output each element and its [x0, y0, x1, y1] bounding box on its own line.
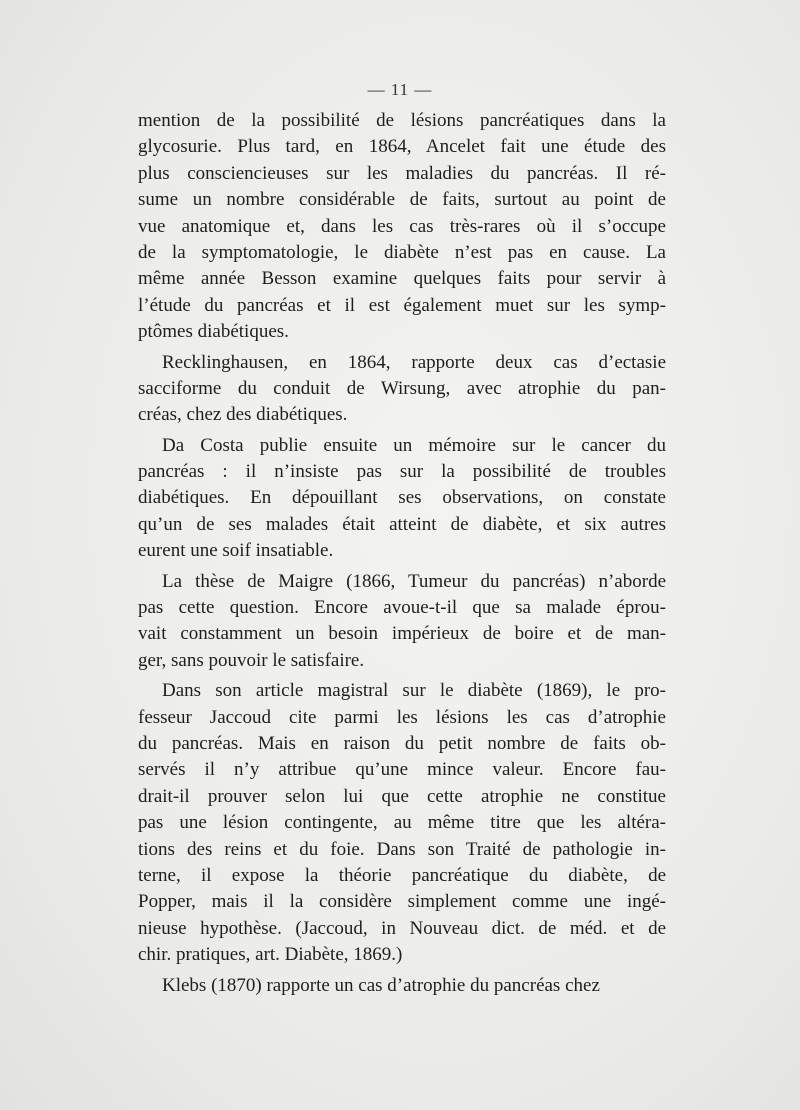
text-line: créas, chez des diabétiques.	[138, 404, 348, 426]
text-line: Da Costa publie ensuite un mémoire sur le cancer du	[162, 434, 666, 456]
paragraph	[138, 350, 666, 429]
text-line: sacciforme du conduit de Wirsung, avec atrophie du pan-	[138, 377, 666, 399]
text-line: diabétiques. En dépouillant ses observations, on constate	[138, 487, 666, 509]
paragraph	[138, 973, 666, 999]
text-line: vue anatomique et, dans les cas très-rares où il s’occupe	[138, 215, 666, 237]
text-line: ger, sans pouvoir le satisfaire.	[138, 649, 365, 671]
text-line: pas cette question. Encore avoue-t-il que sa malade éprou-	[138, 597, 666, 619]
text-line: fesseur Jaccoud cite parmi les lésions les cas d’atrophie	[138, 706, 666, 728]
text-line: même année Besson examine quelques faits pour servir à	[138, 268, 666, 290]
text-line: Dans son article magistral sur le diabète (1869), le pro-	[162, 680, 666, 702]
text-line: ptômes diabétiques.	[138, 321, 289, 343]
text-line: chir. pratiques, art. Diabète, 1869.)	[138, 944, 403, 966]
text-line: glycosurie. Plus tard, en 1864, Ancelet fait une étude des	[138, 136, 666, 158]
page-number: — 11 —	[367, 80, 433, 99]
text-line: plus consciencieuses sur les maladies du pancréas. Il ré-	[138, 162, 666, 184]
text-line: sume un nombre considérable de faits, surtout au point de	[138, 189, 666, 211]
paragraph	[138, 108, 666, 346]
text-line: Recklinghausen, en 1864, rapporte deux cas d’ectasie	[162, 351, 666, 373]
text-line: pancréas : il n’insiste pas sur la possibilité de troubles	[138, 461, 666, 483]
text-line: qu’un de ses malades était atteint de diabète, et six autres	[138, 513, 666, 535]
text-line: mention de la possibilité de lésions pancréatiques dans la	[138, 110, 666, 131]
paragraph	[138, 569, 666, 675]
text-line: servés il n’y attribue qu’une mince valeur. Encore fau-	[138, 759, 666, 781]
text-line: La thèse de Maigre (1866, Tumeur du pancréas) n’aborde	[162, 570, 666, 592]
text-line: Klebs (1870) rapporte un cas d’atrophie du pancréas chez	[162, 974, 600, 996]
text-line: nieuse hypothèse. (Jaccoud, in Nouveau dict. de méd. et de	[138, 917, 666, 939]
text-line: terne, il expose la théorie pancréatique du diabète, de	[138, 864, 666, 886]
text-line: du pancréas. Mais en raison du petit nombre de faits ob-	[138, 732, 666, 754]
text-line: l’étude du pancréas et il est également muet sur les symp-	[138, 294, 666, 316]
paragraph	[138, 678, 666, 968]
text-line: pas une lésion contingente, au même titre que les altéra-	[138, 812, 666, 834]
text-line: drait-il prouver selon lui que cette atrophie ne constitue	[138, 785, 666, 807]
body-text	[138, 108, 666, 999]
text-line: de la symptomatologie, le diabète n’est pas en cause. La	[138, 241, 666, 263]
text-line: eurent une soif insatiable.	[138, 540, 334, 562]
text-line: Popper, mais il la considère simplement comme une ingé-	[138, 891, 666, 913]
text-line: tions des reins et du foie. Dans son Traité de pathologie in-	[138, 838, 666, 860]
text-line: vait constamment un besoin impérieux de boire et de man-	[138, 623, 666, 645]
paragraph	[138, 433, 666, 565]
